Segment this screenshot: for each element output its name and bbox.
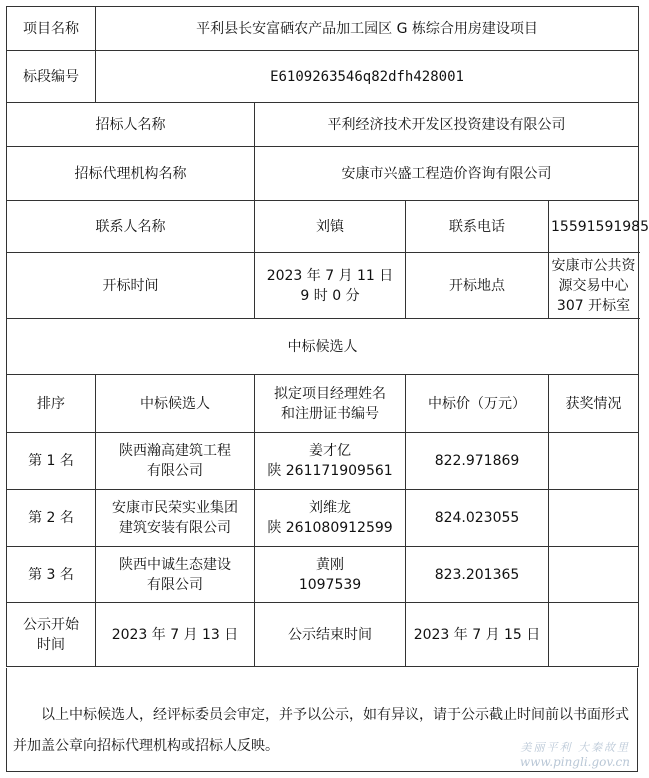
candidate-price: 823.201365 bbox=[406, 547, 549, 603]
candidate-company-line1: 安康市民荣实业集团 bbox=[112, 500, 238, 516]
publicity-start-label-line2: 时间 bbox=[37, 636, 65, 653]
header-manager-line1: 拟定项目经理姓名 bbox=[274, 385, 386, 402]
candidate-company bbox=[96, 490, 255, 547]
candidate-manager-cert: 陕 261171909561 bbox=[267, 463, 393, 479]
bid-info-table bbox=[6, 6, 649, 667]
project-name-value: 平利县长安富硒农产品加工园区 G 栋综合用房建设项目 bbox=[96, 7, 639, 51]
open-time-label: 开标时间 bbox=[7, 253, 255, 319]
candidate-company-line1: 陕西瀚高建筑工程 bbox=[119, 443, 231, 459]
row-agency bbox=[7, 147, 639, 201]
header-price: 中标价（万元） bbox=[406, 375, 549, 433]
row-contact bbox=[7, 201, 639, 253]
project-name-label: 项目名称 bbox=[7, 7, 96, 51]
header-manager bbox=[255, 375, 406, 433]
header-rank: 排序 bbox=[7, 375, 96, 433]
contact-value: 刘镇 bbox=[255, 201, 406, 253]
candidate-rank: 第 3 名 bbox=[7, 547, 96, 603]
open-place-line2: 307 开标室 bbox=[556, 297, 631, 314]
candidate-company bbox=[96, 547, 255, 603]
phone-label: 联系电话 bbox=[406, 201, 549, 253]
open-time-value bbox=[255, 253, 406, 319]
row-publicity bbox=[7, 603, 639, 667]
candidate-awards bbox=[549, 433, 639, 490]
candidate-price: 824.023055 bbox=[406, 490, 549, 547]
candidate-rank: 第 1 名 bbox=[7, 433, 96, 490]
open-time-clock: 9 时 0 分 bbox=[300, 287, 360, 304]
agency-value: 安康市兴盛工程造价咨询有限公司 bbox=[255, 147, 639, 201]
candidate-manager-cert: 1097539 bbox=[298, 576, 362, 593]
tenderer-value: 平利经济技术开发区投资建设有限公司 bbox=[255, 103, 639, 147]
candidate-price: 822.971869 bbox=[406, 433, 549, 490]
candidates-header-row bbox=[7, 375, 639, 433]
candidate-awards bbox=[549, 490, 639, 547]
publicity-start-value: 2023 年 7 月 13 日 bbox=[96, 603, 255, 667]
candidate-manager-name: 黄刚 bbox=[316, 556, 344, 573]
watermark-slogan: 美丽平利 大秦故里 bbox=[520, 741, 630, 754]
open-place-label: 开标地点 bbox=[406, 253, 549, 319]
table-row bbox=[7, 490, 639, 547]
site-watermark bbox=[520, 740, 630, 770]
agency-label: 招标代理机构名称 bbox=[7, 147, 255, 201]
header-manager-line2: 和注册证书编号 bbox=[281, 405, 379, 422]
candidate-manager-name: 姜才亿 bbox=[309, 443, 351, 459]
row-bid-opening bbox=[7, 253, 639, 319]
row-section-code bbox=[7, 51, 639, 103]
open-place-line1: 安康市公共资源交易中心 bbox=[551, 257, 636, 294]
notice-paragraph: 以上中标候选人，经评标委员会审定，并予以公示，如有异议，请于公示截止时间前以书面形式并加盖公章向招标代理机构或招标人反映。 bbox=[13, 707, 629, 754]
candidate-manager bbox=[255, 490, 406, 547]
section-code-label: 标段编号 bbox=[7, 51, 96, 103]
candidate-company-line2: 有限公司 bbox=[147, 576, 203, 593]
header-awards: 获奖情况 bbox=[549, 375, 639, 433]
contact-label: 联系人名称 bbox=[7, 201, 255, 253]
candidate-manager bbox=[255, 547, 406, 603]
watermark-url: www.pingli.gov.cn bbox=[519, 755, 630, 769]
candidate-awards bbox=[549, 547, 639, 603]
open-time-date: 2023 年 7 月 11 日 bbox=[266, 267, 394, 284]
candidate-manager-cert: 陕 261080912599 bbox=[267, 520, 393, 536]
publicity-end-value: 2023 年 7 月 15 日 bbox=[406, 603, 549, 667]
publicity-end-label: 公示结束时间 bbox=[255, 603, 406, 667]
section-code-value: E6109263546q82dfh428001 bbox=[96, 51, 639, 103]
candidate-company-line1: 陕西中诚生态建设 bbox=[119, 556, 231, 573]
publicity-blank-cell bbox=[549, 603, 639, 667]
open-place-value bbox=[549, 253, 639, 319]
publicity-start-label-line1: 公示开始 bbox=[23, 616, 79, 633]
candidates-section-title: 中标候选人 bbox=[7, 319, 639, 375]
candidate-company-line2: 有限公司 bbox=[147, 463, 203, 479]
publicity-start-label bbox=[7, 603, 96, 667]
table-row bbox=[7, 433, 639, 490]
row-candidates-title bbox=[7, 319, 639, 375]
candidate-manager-name: 刘维龙 bbox=[309, 500, 351, 516]
bid-notice-sheet bbox=[6, 6, 649, 772]
candidate-rank: 第 2 名 bbox=[7, 490, 96, 547]
header-company: 中标候选人 bbox=[96, 375, 255, 433]
phone-value: 15591591985 bbox=[549, 201, 639, 253]
tenderer-label: 招标人名称 bbox=[7, 103, 255, 147]
candidate-company-line2: 建筑安装有限公司 bbox=[119, 520, 231, 536]
candidate-company bbox=[96, 433, 255, 490]
row-tenderer bbox=[7, 103, 639, 147]
candidate-manager bbox=[255, 433, 406, 490]
table-row bbox=[7, 547, 639, 603]
row-project-name bbox=[7, 7, 639, 51]
